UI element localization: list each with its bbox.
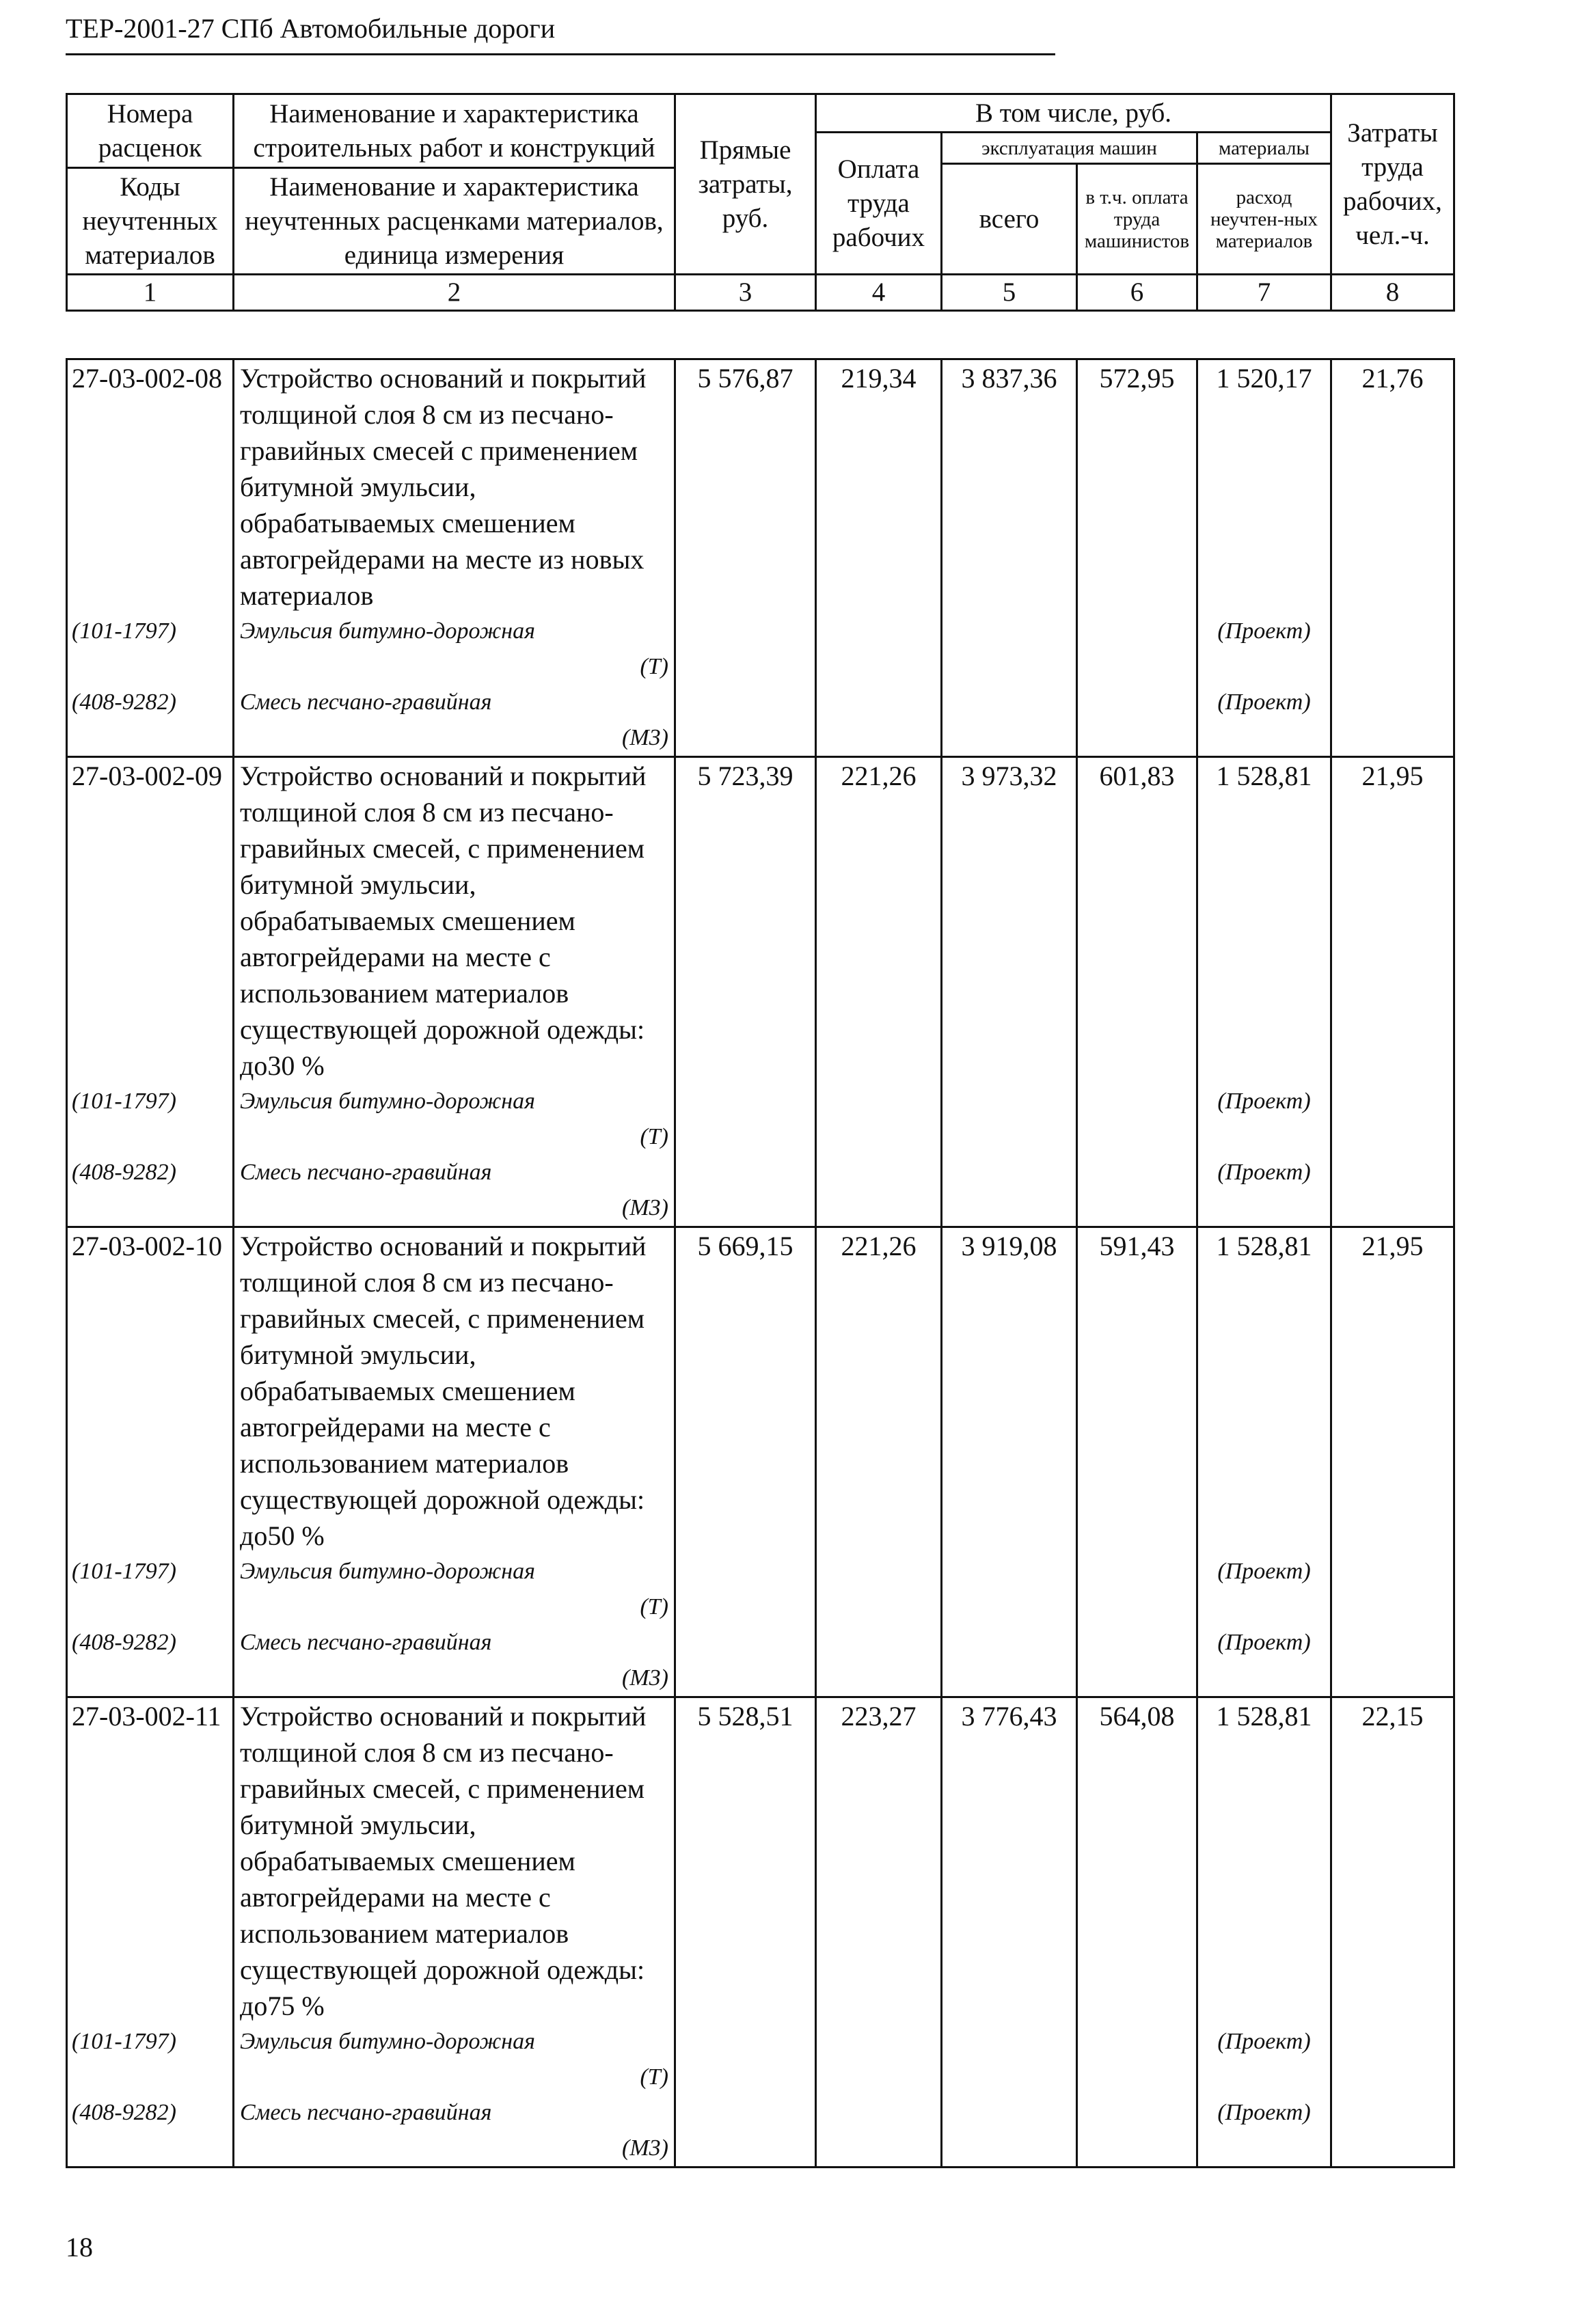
material-name: Эмульсия битумно-дорожная: [234, 1084, 675, 1119]
header-including-group: В том числе, руб.: [816, 94, 1331, 133]
material-unit: (М3): [234, 1190, 675, 1227]
column-number: 4: [816, 275, 942, 311]
rate-work-name: Устройство оснований и покрытий толщиной слоя 8 см из песчано-гравийных смесей, с применением битумной эмульсии, обрабатываемых смешением автогрейдерами на месте с использованием материалов существующей дорожной одежды: до30 %: [234, 757, 675, 1084]
labor-wages-value: 223,27: [816, 1697, 942, 2025]
material-note: (Проект): [1197, 1554, 1331, 1589]
labor-wages-value: 221,26: [816, 757, 942, 1084]
column-number: 2: [234, 275, 675, 311]
material-name: Эмульсия битумно-дорожная: [234, 2024, 675, 2060]
material-row: [67, 2024, 1454, 2060]
rate-work-name: Устройство оснований и покрытий толщиной слоя 8 см из песчано-гравийных смесей, с применением битумной эмульсии, обрабатываемых смешением автогрейдерами на месте с использованием материалов существующей дорожной одежды: до75 %: [234, 1697, 675, 2025]
rate-row: [67, 1697, 1454, 2025]
page-header-title: ТЕР-2001-27 СПб Автомобильные дороги: [66, 13, 556, 44]
header-machinist-wages: в т.ч. оплата труда машинистов: [1077, 164, 1197, 275]
header-direct-costs: Прямые затраты, руб.: [675, 94, 816, 275]
material-unit: (Т): [234, 649, 675, 685]
machines-total-value: 3 776,43: [942, 1697, 1077, 2025]
material-note: (Проект): [1197, 2024, 1331, 2060]
column-number: 5: [942, 275, 1077, 311]
material-row: [67, 1155, 1454, 1190]
direct-costs-value: 5 669,15: [675, 1227, 816, 1555]
material-row: [67, 1625, 1454, 1660]
material-unit: (М3): [234, 720, 675, 757]
header-machines-group: эксплуатация машин: [942, 133, 1197, 164]
header-unaccounted-materials: расход неучтен-ных материалов: [1197, 164, 1331, 275]
rate-row: [67, 757, 1454, 1084]
machinist-wages-value: 601,83: [1077, 757, 1197, 1084]
machines-total-value: 3 973,32: [942, 757, 1077, 1084]
labor-hours-value: 22,15: [1331, 1697, 1454, 2025]
material-code: (408-9282): [67, 1155, 234, 1190]
page-number: 18: [66, 2232, 93, 2263]
material-name: Эмульсия битумно-дорожная: [234, 614, 675, 649]
machinist-wages-value: 591,43: [1077, 1227, 1197, 1555]
material-note: (Проект): [1197, 1084, 1331, 1119]
direct-costs-value: 5 528,51: [675, 1697, 816, 2025]
material-code: (408-9282): [67, 1625, 234, 1660]
labor-wages-value: 221,26: [816, 1227, 942, 1555]
materials-value: 1 520,17: [1197, 359, 1331, 614]
material-unit: (М3): [234, 2131, 675, 2168]
column-header-table: [66, 93, 1455, 312]
material-code: (101-1797): [67, 1554, 234, 1589]
material-name: Смесь песчано-гравийная: [234, 685, 675, 720]
material-note: (Проект): [1197, 1155, 1331, 1190]
rate-code: 27-03-002-11: [67, 1697, 234, 2025]
header-materials-group: материалы: [1197, 133, 1331, 164]
material-unit: (Т): [234, 1589, 675, 1625]
material-code: (408-9282): [67, 685, 234, 720]
header-work-name: Наименование и характеристика строительных работ и конструкций: [234, 94, 675, 168]
material-row: [67, 1084, 1454, 1119]
materials-value: 1 528,81: [1197, 1227, 1331, 1555]
header-labor-wages: Оплата труда рабочих: [816, 133, 942, 275]
material-row: [67, 1554, 1454, 1589]
header-material-codes: Коды неучтенных материалов: [67, 168, 234, 275]
column-number: 3: [675, 275, 816, 311]
rate-code: 27-03-002-08: [67, 359, 234, 614]
material-unit: (Т): [234, 2060, 675, 2095]
material-note: (Проект): [1197, 2095, 1331, 2131]
header-rate-numbers: Номера расценок: [67, 94, 234, 168]
material-name: Смесь песчано-гравийная: [234, 1625, 675, 1660]
rate-row: [67, 359, 1454, 614]
rate-code: 27-03-002-09: [67, 757, 234, 1084]
direct-costs-value: 5 723,39: [675, 757, 816, 1084]
material-name: Смесь песчано-гравийная: [234, 2095, 675, 2131]
header-machines-total: всего: [942, 164, 1077, 275]
labor-hours-value: 21,95: [1331, 757, 1454, 1084]
material-name: Эмульсия битумно-дорожная: [234, 1554, 675, 1589]
column-number: 1: [67, 275, 234, 311]
machines-total-value: 3 919,08: [942, 1227, 1077, 1555]
material-note: (Проект): [1197, 685, 1331, 720]
rate-row: [67, 1227, 1454, 1555]
column-number: 8: [1331, 275, 1454, 311]
column-number: 6: [1077, 275, 1197, 311]
materials-value: 1 528,81: [1197, 1697, 1331, 2025]
material-code: (101-1797): [67, 1084, 234, 1119]
rates-table: [66, 358, 1455, 2168]
material-row: [67, 2095, 1454, 2131]
material-note: (Проект): [1197, 1625, 1331, 1660]
material-code: (101-1797): [67, 614, 234, 649]
rate-code: 27-03-002-10: [67, 1227, 234, 1555]
machinist-wages-value: 572,95: [1077, 359, 1197, 614]
labor-hours-value: 21,95: [1331, 1227, 1454, 1555]
column-number: 7: [1197, 275, 1331, 311]
machinist-wages-value: 564,08: [1077, 1697, 1197, 2025]
rate-work-name: Устройство оснований и покрытий толщиной слоя 8 см из песчано-гравийных смесей, с применением битумной эмульсии, обрабатываемых смешением автогрейдерами на месте с использованием материалов существующей дорожной одежды: до50 %: [234, 1227, 675, 1555]
material-unit: (Т): [234, 1119, 675, 1155]
material-unit: (М3): [234, 1660, 675, 1697]
material-name: Смесь песчано-гравийная: [234, 1155, 675, 1190]
header-labor-hours: Затраты труда рабочих, чел.-ч.: [1331, 94, 1454, 275]
material-row: [67, 614, 1454, 649]
rate-work-name: Устройство оснований и покрытий толщиной слоя 8 см из песчано-гравийных смесей с применением битумной эмульсии, обрабатываемых смешением автогрейдерами на месте из новых материалов: [234, 359, 675, 614]
material-row: [67, 685, 1454, 720]
material-code: (408-9282): [67, 2095, 234, 2131]
labor-wages-value: 219,34: [816, 359, 942, 614]
machines-total-value: 3 837,36: [942, 359, 1077, 614]
direct-costs-value: 5 576,87: [675, 359, 816, 614]
material-code: (101-1797): [67, 2024, 234, 2060]
header-rule: [66, 53, 1055, 55]
labor-hours-value: 21,76: [1331, 359, 1454, 614]
header-material-name: Наименование и характеристика неучтенных расценками материалов, единица измерения: [234, 168, 675, 275]
materials-value: 1 528,81: [1197, 757, 1331, 1084]
material-note: (Проект): [1197, 614, 1331, 649]
